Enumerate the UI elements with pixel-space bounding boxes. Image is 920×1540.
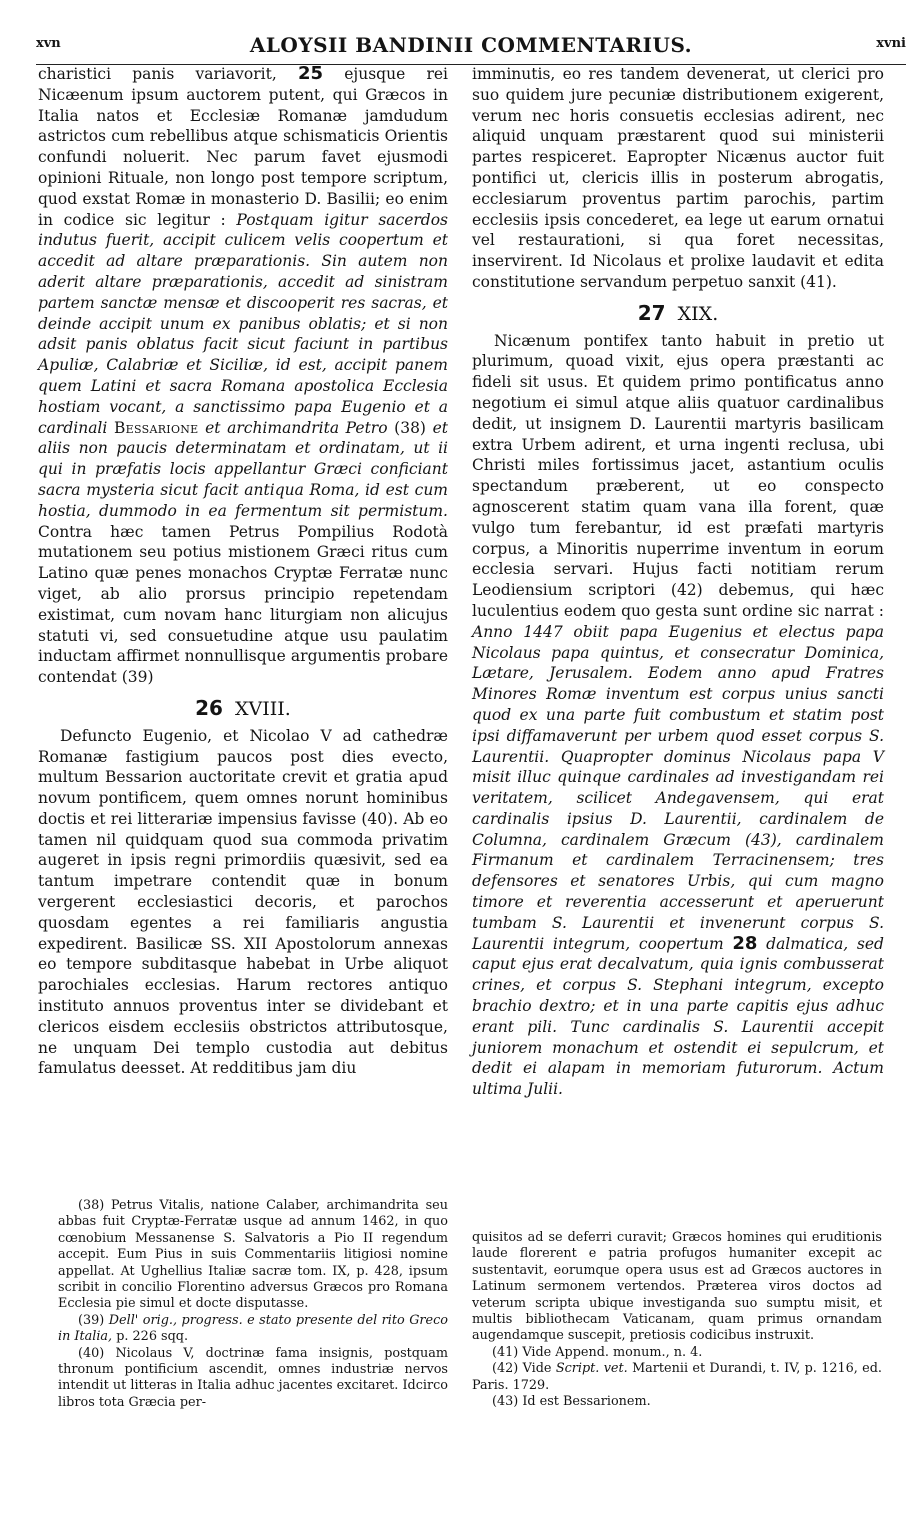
footnote-title-italic: Dell' orig., progress. e stato presente del rito Greco in Italia, [58, 1312, 448, 1345]
footnote-39 [58, 1313, 448, 1346]
right-text-column [472, 64, 884, 1100]
quotation-italic: Postquam igitur sacerdos indutus fuerit, accipit culicem velis coopertum et accedit ad altare præparationis. Sin autem non aderit altare præparationis, accedit ad sinistram partem sanctæ mensæ et discooperit res sacras, et deinde accipit unum ex panibus oblatis; et si non adsit panis oblatus facit sicut faciunt in partibus Apuliæ, Calabriæ et Siciliæ, id est, accipit panem quem Latini et sacra Romana apostolica Ecclesia hostiam vocant, a sanctissimo papa Eugenio et a cardinali [38, 210, 448, 437]
text-run: imminutis, eo res tandem devenerat, ut clerici pro suo quidem jure pecuniæ distributionem exigerent, verum nec horis consuetis ecclesias adirent, nec aliquid unquam præstarent quod sui ministerii partes respiceret. Eapropter Nicænus auctor fuit pontifici ut, clericis illis in posterum abrogatis, ecclesiarum proventus partim parochis, partim ecclesiis ipsis concederet, ea lege ut earum ornatui vel restaurationi, si qua foret necessitas, inservirent. Id Nicolaus et prolixe laudavit et edita constitutione servandum perpetuo sanxit (41). [472, 65, 884, 291]
text-run: Nicænum pontifex tanto habuit in pretio ut plurimum, quoad vixit, ejus opera præstanti ac fideli sit usus. Et quidem primo pontificatus anno negotium ei simul atque aliis quatuor cardinalibus dedit, ut insignem D. Laurentii martyris basilicam extra Urbem adirent, et urna ingenti reclusa, ubi Christi miles fortissimus jacet, astantium oculis spectandum præberent, ut eo conspecto agnoscerent statim quam vana illa forent, quæ vulgo tum ferebantur, id est præfati martyris corpus, a Minoritis nuperrime inventum in eorum ecclesia servari. Hujus facti notitiam rerum Leodiensium scriptori (42) debemus, qui hæc luculentius eodem quo gesta sunt ordine sic narrat : [472, 331, 884, 620]
footnotes-right [472, 1230, 882, 1410]
section-marker: 26 [195, 695, 223, 720]
section-marker: 28 [732, 932, 758, 954]
page-number-left: xvn [36, 36, 61, 51]
footnote-ref: (38) [394, 418, 426, 437]
running-header [36, 33, 906, 65]
paragraph [472, 331, 884, 1100]
name-small-caps: Bessarione [113, 418, 199, 437]
text-run: Defuncto Eugenio, et Nicolao V ad cathedræ Romanæ fastigium paucos post dies evecto, multum Bessarion auctoritate crevit et gratia apud novum pontificem, quem omnes norunt hominibus doctis et rei litterariæ impensius favisse (40). Ab eo tamen nil quidquam quod sua commoda privatim augeret in ipsis regni primordiis quæsivit, sed ea tantum impetrare contendit quæ in bonum vergerent ecclesiastici decoris, et parochos quosdam egentes a rei familiaris angustia expedirent. Basilicæ SS. XII Apostolorum annexas eo tempore subditasque habebat in Urbe aliquot parochiales ecclesias. Harum rectores antiquo instituto annuos proventus inter se dividebant et clericos eisdem ecclesiis obstrictos attributosque, ne unquam Dei templo custodia aut debitus famulatus deesset. At redditibus jam diu [38, 726, 448, 1078]
left-text-column [38, 64, 448, 1079]
text-run: charistici panis variavorit, [38, 65, 277, 83]
paragraph-continued [472, 64, 884, 293]
quotation-italic: et archimandrita Petro [205, 418, 388, 437]
footnote-40-continued: quisitos ad se deferri curavit; Græcos homines qui eruditionis laude florerent e patria profugos humaniter excepit ac sustentavit, eorumque opera usus est ad Græcos auctores in Latinum sermonem vertendos. Præterea viros doctos ad veterum scripta ubique investiganda suo sumptu misit, et multis bibliothecam Vaticanam, quam primus ornandam augendamque suscepit, pretiosis codicibus instruxit. [472, 1230, 882, 1344]
text-run: ejusque rei Nicæenum ipsum auctorem putent, qui Græcos in Italia natos et Ecclesiæ Romanæ jamdudum astrictos cum rebellibus atque schismaticis Orientis confundi noluerit. Nec parum favet ejusmodi opinioni Rituale, non longo post tempore scriptum, quod exstat Romæ in monasterio D. Basilii; eo enim in codice sic legitur : [38, 65, 448, 229]
paragraph [38, 726, 448, 1080]
footnote-41: (41) Vide Append. monum., n. 4. [492, 1344, 703, 1360]
footnote-text: p. 226 sqq. [116, 1329, 189, 1345]
quotation-italic: et aliis non paucis determinatam et ordinatam, ut ii qui in præfatis locis appellantur Græci conficiant sacra mysteria sicut facit antiqua Roma, id est cum hostia, dummodo in ea fermentum sit permistum. [38, 418, 448, 520]
footnote-38: (38) Petrus Vitalis, natione Calaber, archimandrita seu abbas fuit Cryptæ-Ferratæ usque ad annum 1462, in quo cœnobium Messanense S. Salvatoris a Pio II regendum accepit. Eum Pius in suis Commentariis litigiosi nomine appellat. At Ughellius Italiæ sacræ tom. IX, p. 428, ipsum scribit in concilio Florentino adversus Græcos pro Romana Ecclesia pie simul et docte disputasse. [58, 1198, 448, 1312]
footnote-40: (40) Nicolaus V, doctrinæ fama insignis, postquam thronum pontificium ascendit, omnes industriæ nervos intendit ut litteras in Italia adhuc jacentes excitaret. Idcirco libros tota Græcia per- [58, 1345, 448, 1410]
paragraph-continued [38, 64, 448, 688]
text-run: Contra hæc tamen Petrus Pompilius Rodotà mutationem seu potius mistionem Græci ritus cum Latino quæ penes monachos Cryptæ Ferratæ nunc viget, ab alio prorsus principio repetendam existimat, cum novam hanc liturgiam non alicujus statuti vi, sed consuetudine atque usu paulatim inductam affirmet nonnullisque argumentis probare contendat (39) [38, 522, 448, 687]
quotation-italic: dalmatica, sed caput ejus erat decalvatum, quia ignis combusserat crines, et corpus S. Stephani integrum, excepto brachio dextro; et in una parte capitis ejus adhuc erant pili. Tunc cardinalis S. Laurentii accepit juniorem monachum et ostendit ei sepulcrum, et dedit ei alapam in memoriam futurorum. Actum ultima Julii. [472, 934, 884, 1099]
footnote-text: (42) Vide [492, 1361, 552, 1377]
quotation-italic: Anno 1447 obiit papa Eugenius et electus papa Nicolaus papa quintus, et consecratur Dominica, Lætare, Jerusalem. Eodem anno apud Fratres Minores Romæ inventum est corpus unius sancti quod ex una parte fuit combustum et statim post ipsi diffamaverunt per urbem quod esset corpus S. Laurentii. Quapropter dominus Nicolaus papa V misit illuc quinque cardinales ad investigandam rei veritatem, scilicet Andegavensem, qui erat cardinalis ipsius D. Laurentii, cardinalem de Columna, cardinalem Græcum (43), cardinalem Firmanum et cardinalem Terracinensem; tres defensores et senatores Urbis, qui cum magno timore et reverentia accesserunt et aperuerunt tumbam S. Laurentii et invenerunt corpus S. Laurentii integrum, coopertum [472, 622, 884, 953]
section-heading-xix [472, 300, 884, 325]
section-marker: 27 [637, 300, 666, 325]
footnote-text: Martenii et Durandi, t. IV, p. 1216, ed. Paris. 1729. [472, 1361, 882, 1393]
section-title: XVIII. [235, 697, 291, 720]
footnote-42 [472, 1361, 882, 1394]
section-marker: 25 [297, 63, 324, 84]
footnotes-left [58, 1198, 448, 1411]
page-number-right: xvni [876, 36, 906, 51]
section-title: XIX. [677, 302, 719, 325]
running-title: ALOYSII BANDINII COMMENTARIUS. [249, 33, 693, 57]
footnote-43: (43) Id est Bessarionem. [492, 1394, 651, 1410]
footnote-title-italic: Script. vet. [555, 1361, 628, 1377]
section-heading-xviii [38, 695, 448, 720]
footnote-number: (39) [78, 1312, 105, 1328]
